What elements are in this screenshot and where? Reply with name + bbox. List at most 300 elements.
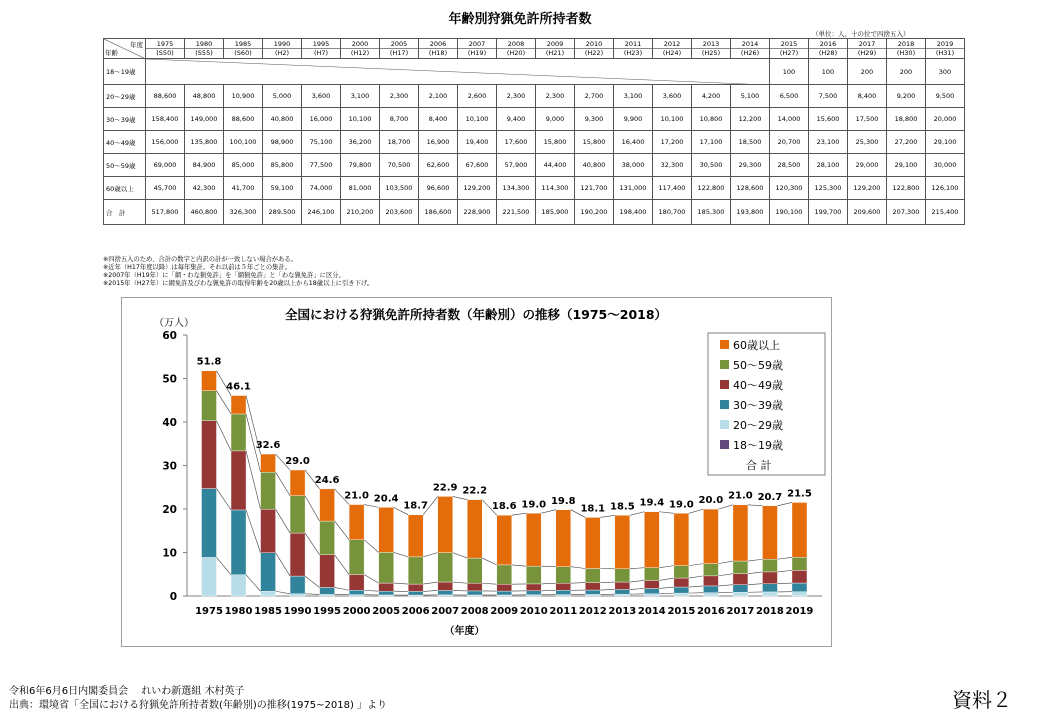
total-data-label: 29.0 xyxy=(285,455,310,467)
bar-segment xyxy=(497,515,512,565)
connector-line xyxy=(305,496,320,521)
table-header-row xyxy=(104,39,965,59)
legend-swatch xyxy=(720,380,729,389)
bar-segment xyxy=(408,557,423,584)
year-label: 2013 xyxy=(702,40,720,48)
x-tick-label: 2011 xyxy=(549,606,578,617)
footer-committee-line: 令和6年6月6日内閣委員会 れいわ新選組 木村英子 xyxy=(9,686,245,697)
era-label: (S55) xyxy=(185,48,223,57)
year-label: 2007 xyxy=(468,40,486,48)
table-cell: 16,400 xyxy=(614,131,653,154)
table-cell: 23,100 xyxy=(809,131,848,154)
x-tick-label: 1985 xyxy=(254,606,282,617)
bar-segment xyxy=(526,513,541,566)
table-cell: 18,700 xyxy=(380,131,419,154)
x-tick-label: 2014 xyxy=(637,606,666,617)
total-data-label: 18.6 xyxy=(491,501,517,513)
y-axis-label: （万人） xyxy=(154,318,194,329)
table-cell: 149,000 xyxy=(185,108,224,131)
table-cell: 14,000 xyxy=(770,108,809,131)
table-cell: 15,600 xyxy=(809,108,848,131)
connector-line xyxy=(364,505,379,508)
era-label: (H25) xyxy=(692,48,730,57)
bar-segment xyxy=(379,591,394,595)
bar-segment xyxy=(349,540,364,575)
table-cell: 8,700 xyxy=(380,108,419,131)
connector-line xyxy=(364,540,379,553)
table-cell: 128,600 xyxy=(731,177,770,200)
table-cell: 9,200 xyxy=(887,85,926,108)
bar-segment xyxy=(320,521,335,555)
year-label: 2005 xyxy=(390,40,408,48)
year-label: 1980 xyxy=(195,40,213,48)
bar-segment xyxy=(674,587,689,593)
row-label: 18〜19歳 xyxy=(104,59,146,85)
bar-segment xyxy=(379,552,394,583)
year-label: 2000 xyxy=(351,40,369,48)
connector-line xyxy=(394,552,409,556)
year-header-cell xyxy=(458,39,497,59)
table-cell: 84,900 xyxy=(185,154,224,177)
header-age-label: 年齢 xyxy=(105,49,118,57)
year-header-cell xyxy=(185,39,224,59)
year-header-cell xyxy=(692,39,731,59)
bar-segment xyxy=(733,592,748,596)
bar-segment xyxy=(379,507,394,552)
bar-segment xyxy=(467,583,482,591)
table-cell: 6,500 xyxy=(770,85,809,108)
chart-frame xyxy=(121,297,832,647)
year-label: 1995 xyxy=(312,40,330,48)
total-data-label: 24.6 xyxy=(314,474,340,486)
bar-segment xyxy=(320,587,335,594)
era-label: (H27) xyxy=(770,48,808,57)
year-header-cell xyxy=(653,39,692,59)
table-cell: 122,800 xyxy=(692,177,731,200)
era-label: (H12) xyxy=(341,48,379,57)
table-cell: 120,300 xyxy=(770,177,809,200)
bar-segment xyxy=(644,568,659,581)
table-cell: 25,300 xyxy=(848,131,887,154)
connector-line xyxy=(659,512,674,514)
stacked-bar-chart xyxy=(122,298,831,646)
document-badge: 資料２ xyxy=(952,688,1012,712)
connector-line xyxy=(453,553,468,558)
total-data-label: 46.1 xyxy=(226,381,251,393)
legend-swatch xyxy=(720,400,729,409)
bar-segment xyxy=(556,510,571,567)
total-data-label: 20.4 xyxy=(373,493,399,505)
row-label: 20〜29歳 xyxy=(104,85,146,108)
year-header-cell xyxy=(224,39,263,59)
table-cell: 36,200 xyxy=(341,131,380,154)
year-label: 2015 xyxy=(780,40,798,48)
connector-line xyxy=(777,502,792,505)
table-cell: 100,100 xyxy=(224,131,263,154)
year-label: 2008 xyxy=(507,40,525,48)
connector-line xyxy=(335,555,350,575)
year-label: 2012 xyxy=(663,40,681,48)
table-cell: 517,800 xyxy=(146,200,185,225)
year-header-cell xyxy=(926,39,965,59)
legend-label: 40〜49歳 xyxy=(733,379,783,392)
era-label: (H22) xyxy=(575,48,613,57)
table-cell: 180,700 xyxy=(653,200,692,225)
bar-segment xyxy=(497,584,512,591)
legend-swatch xyxy=(720,440,729,449)
table-cell: 156,000 xyxy=(146,131,185,154)
total-data-label: 19.0 xyxy=(521,499,547,511)
bar-segment xyxy=(733,505,748,561)
connector-line xyxy=(276,553,291,576)
bar-segment xyxy=(703,576,718,586)
legend-total-label: 合 計 xyxy=(746,459,772,472)
connector-line xyxy=(423,582,438,584)
bar-segment xyxy=(231,451,246,510)
bar-segment xyxy=(526,566,541,584)
table-row xyxy=(104,177,965,200)
bar-segment xyxy=(438,582,453,590)
table-cell: 8,400 xyxy=(419,108,458,131)
bar-segment xyxy=(438,496,453,552)
bar-segment xyxy=(792,592,807,596)
bar-segment xyxy=(792,557,807,570)
total-data-label: 18.5 xyxy=(609,501,635,513)
table-cell: 131,000 xyxy=(614,177,653,200)
bar-segment xyxy=(438,553,453,582)
table-cell: 129,200 xyxy=(458,177,497,200)
table-cell: 81,000 xyxy=(341,177,380,200)
connector-line xyxy=(512,513,527,515)
chart-title: 全国における狩猟免許所持者数（年齢別）の推移（1975〜2018） xyxy=(284,307,668,322)
bar-segment xyxy=(703,564,718,576)
connector-line xyxy=(630,588,645,589)
table-cell: 10,100 xyxy=(458,108,497,131)
connector-line xyxy=(689,586,704,587)
bar-segment xyxy=(408,584,423,591)
connector-line xyxy=(659,587,674,588)
connector-line xyxy=(571,583,586,584)
table-cell: 44,400 xyxy=(536,154,575,177)
year-label: 2014 xyxy=(741,40,759,48)
x-tick-label: 2005 xyxy=(372,606,401,617)
table-cell: 16,900 xyxy=(419,131,458,154)
table-cell: 7,500 xyxy=(809,85,848,108)
year-label: 2011 xyxy=(624,40,642,48)
table-cell: 41,700 xyxy=(224,177,263,200)
bar-segment xyxy=(467,500,482,558)
bar-segment xyxy=(703,509,718,564)
table-row xyxy=(104,131,965,154)
y-tick-label: 30 xyxy=(162,460,177,473)
table-cell: 185,900 xyxy=(536,200,575,225)
x-tick-label: 2016 xyxy=(696,606,725,617)
x-tick-label: 2013 xyxy=(608,606,637,617)
table-cell: 460,800 xyxy=(185,200,224,225)
connector-line xyxy=(217,489,232,510)
connector-line xyxy=(305,533,320,555)
x-tick-label: 2000 xyxy=(342,606,371,617)
table-cell: 29,000 xyxy=(848,154,887,177)
note-line: ※近年（H17年度以降）は毎年集計。それ以前は５年ごとの集計。 xyxy=(103,264,292,271)
connector-line xyxy=(512,565,527,566)
bar-segment xyxy=(231,575,246,596)
table-cell: 3,100 xyxy=(614,85,653,108)
year-header-cell xyxy=(536,39,575,59)
bar-segment xyxy=(290,533,305,576)
y-tick-label: 40 xyxy=(162,417,177,429)
bar-segment xyxy=(615,582,630,589)
table-cell: 2,300 xyxy=(380,85,419,108)
connector-line xyxy=(748,505,763,506)
era-label: (H26) xyxy=(731,48,769,57)
table-cell: 289,500 xyxy=(263,200,302,225)
bar-segment xyxy=(261,472,276,509)
bar-segment xyxy=(290,594,305,596)
x-tick-label: 2010 xyxy=(519,606,548,617)
row-label: 50〜59歳 xyxy=(104,154,146,177)
row-label: 40〜49歳 xyxy=(104,131,146,154)
y-tick-label: 50 xyxy=(162,373,177,386)
year-header-cell xyxy=(146,39,185,59)
year-header-cell xyxy=(731,39,770,59)
table-cell: 62,600 xyxy=(419,154,458,177)
table-cell: 15,800 xyxy=(536,131,575,154)
table-cell: 40,800 xyxy=(263,108,302,131)
table-cell: 200 xyxy=(848,59,887,85)
total-data-label: 20.0 xyxy=(698,495,724,506)
table-cell: 15,800 xyxy=(575,131,614,154)
table-cell: 20,700 xyxy=(770,131,809,154)
era-label: (H21) xyxy=(536,48,574,57)
bar-segment xyxy=(202,371,217,391)
bar-segment xyxy=(615,589,630,594)
table-cell: 122,800 xyxy=(887,177,926,200)
x-tick-label: 2018 xyxy=(756,606,784,617)
bar-segment xyxy=(231,396,246,414)
table-cell: 30,000 xyxy=(926,154,965,177)
bar-segment xyxy=(585,517,600,568)
table-cell: 10,800 xyxy=(692,108,731,131)
era-label: (H19) xyxy=(458,48,496,57)
connector-line xyxy=(423,553,438,557)
table-cell: 4,200 xyxy=(692,85,731,108)
na-merged-cell xyxy=(146,59,770,85)
table-cell: 18,500 xyxy=(731,131,770,154)
year-header-cell xyxy=(263,39,302,59)
year-label: 2017 xyxy=(858,40,876,48)
y-tick-label: 60 xyxy=(162,330,177,342)
bar-segment xyxy=(202,391,217,421)
total-data-label: 19.0 xyxy=(669,499,694,511)
note-line: ※2015年（H27年）に網免許及びわな猟免許の取得年齢を20歳以上から18歳以上に引き下げ。 xyxy=(103,280,374,287)
table-cell: 300 xyxy=(926,59,965,85)
note-line: ※2007年（H19年）に「網・わな猟免許」を「網猟免許」と「わな猟免許」に区分。 xyxy=(103,272,345,279)
connector-line xyxy=(777,557,792,559)
y-tick-label: 10 xyxy=(162,547,177,560)
connector-line xyxy=(748,584,763,585)
table-cell: 77,500 xyxy=(302,154,341,177)
year-label: 1975 xyxy=(156,40,174,48)
year-label: 2018 xyxy=(897,40,915,48)
bar-segment xyxy=(526,591,541,595)
bar-segment xyxy=(349,595,364,596)
connector-line xyxy=(659,566,674,568)
bar-segment xyxy=(349,590,364,594)
total-data-label: 22.2 xyxy=(462,485,488,497)
table-cell: 45,700 xyxy=(146,177,185,200)
bar-segment xyxy=(556,583,571,590)
row-label: 30〜39歳 xyxy=(104,108,146,131)
total-data-label: 22.9 xyxy=(432,482,458,494)
total-data-label: 51.8 xyxy=(196,356,222,368)
x-axis-label: （年度） xyxy=(444,626,485,637)
bar-segment xyxy=(497,591,512,595)
bar-segment xyxy=(615,515,630,568)
connector-line xyxy=(689,576,704,578)
bar-segment xyxy=(762,506,777,559)
legend-swatch xyxy=(720,340,729,349)
table-cell: 221,500 xyxy=(497,200,536,225)
table-cell: 2,300 xyxy=(497,85,536,108)
bar-segment xyxy=(762,559,777,572)
table-cell: 5,100 xyxy=(731,85,770,108)
table-cell: 228,900 xyxy=(458,200,497,225)
bar-segment xyxy=(349,575,364,591)
table-cell: 16,000 xyxy=(302,108,341,131)
unit-note: （単位：人、十の位で四捨五入） xyxy=(812,30,910,38)
row-label: 60歳以上 xyxy=(104,177,146,200)
bar-segment xyxy=(231,414,246,451)
bar-segment xyxy=(438,590,453,594)
bar-segment xyxy=(644,588,659,593)
row-label: 合 計 xyxy=(104,200,146,225)
y-tick-label: 20 xyxy=(162,504,177,516)
bar-segment xyxy=(674,593,689,596)
connector-line xyxy=(276,509,291,533)
table-cell: 38,000 xyxy=(614,154,653,177)
table-cell: 17,200 xyxy=(653,131,692,154)
table-cell: 199,700 xyxy=(809,200,848,225)
bar-segment xyxy=(261,553,276,592)
connector-line xyxy=(276,591,291,594)
era-label: (H31) xyxy=(926,48,964,57)
table-cell: 29,100 xyxy=(926,131,965,154)
bar-segment xyxy=(349,505,364,540)
x-tick-label: 2012 xyxy=(578,606,607,617)
total-data-label: 20.7 xyxy=(757,491,783,503)
license-holders-table xyxy=(103,38,965,225)
connector-line xyxy=(453,582,468,583)
bar-segment xyxy=(674,566,689,578)
table-cell: 9,000 xyxy=(536,108,575,131)
bar-segment xyxy=(320,594,335,596)
bar-segment xyxy=(733,561,748,574)
year-header-cell xyxy=(770,39,809,59)
connector-line xyxy=(718,585,733,586)
bar-segment xyxy=(379,583,394,591)
era-label: (H2) xyxy=(263,48,301,57)
table-cell: 79,800 xyxy=(341,154,380,177)
bar-segment xyxy=(615,594,630,596)
year-label: 2006 xyxy=(429,40,447,48)
bar-segment xyxy=(556,590,571,594)
connector-line xyxy=(335,521,350,540)
footer-source-line: 出典：環境省「全国における狩猟免許所持者数(年齢別)の推移(1975~2018) 」より xyxy=(9,700,388,711)
x-tick-label: 2006 xyxy=(401,606,430,617)
bar-segment xyxy=(792,570,807,583)
table-cell: 5,000 xyxy=(263,85,302,108)
bar-segment xyxy=(644,594,659,596)
total-data-label: 18.7 xyxy=(403,500,429,512)
bar-segment xyxy=(585,590,600,594)
bar-segment xyxy=(585,583,600,590)
connector-line xyxy=(246,575,261,591)
table-cell: 3,100 xyxy=(341,85,380,108)
table-cell: 117,400 xyxy=(653,177,692,200)
x-tick-label: 1980 xyxy=(224,606,253,617)
x-tick-label: 1995 xyxy=(313,606,342,617)
connector-line xyxy=(659,593,674,594)
table-cell: 9,300 xyxy=(575,108,614,131)
table-row xyxy=(104,154,965,177)
table-row xyxy=(104,59,965,85)
connector-line xyxy=(246,451,261,509)
table-cell: 57,900 xyxy=(497,154,536,177)
bar-segment xyxy=(320,489,335,521)
table-row xyxy=(104,85,965,108)
bar-segment xyxy=(261,591,276,596)
table-cell: 8,400 xyxy=(848,85,887,108)
bar-segment xyxy=(497,565,512,584)
bar-segment xyxy=(467,558,482,583)
table-cell: 29,300 xyxy=(731,154,770,177)
table-cell: 326,300 xyxy=(224,200,263,225)
table-cell: 10,100 xyxy=(341,108,380,131)
table-cell: 2,600 xyxy=(458,85,497,108)
bar-segment xyxy=(762,584,777,592)
table-cell: 17,100 xyxy=(692,131,731,154)
total-data-label: 19.4 xyxy=(639,497,665,509)
era-label: (H29) xyxy=(848,48,886,57)
table-cell: 67,600 xyxy=(458,154,497,177)
x-tick-label: 2008 xyxy=(460,606,489,617)
bar-segment xyxy=(792,583,807,592)
bar-segment xyxy=(526,584,541,591)
connector-line xyxy=(600,515,615,517)
table-cell: 88,600 xyxy=(224,108,263,131)
bar-segment xyxy=(408,591,423,595)
year-header-cell xyxy=(497,39,536,59)
table-cell: 135,800 xyxy=(185,131,224,154)
bar-segment xyxy=(792,502,807,557)
table-cell: 10,100 xyxy=(653,108,692,131)
year-label: 1990 xyxy=(273,40,291,48)
year-header-cell xyxy=(575,39,614,59)
connector-line xyxy=(748,559,763,561)
legend-label: 50〜59歳 xyxy=(733,359,783,372)
bar-segment xyxy=(290,496,305,533)
x-tick-label: 2015 xyxy=(667,606,696,617)
table-cell: 9,500 xyxy=(926,85,965,108)
bar-segment xyxy=(231,510,246,575)
total-data-label: 32.6 xyxy=(255,440,281,452)
table-cell: 88,600 xyxy=(146,85,185,108)
table-cell: 28,500 xyxy=(770,154,809,177)
table-cell: 74,000 xyxy=(302,177,341,200)
table-cell: 42,300 xyxy=(185,177,224,200)
table-cell: 203,600 xyxy=(380,200,419,225)
